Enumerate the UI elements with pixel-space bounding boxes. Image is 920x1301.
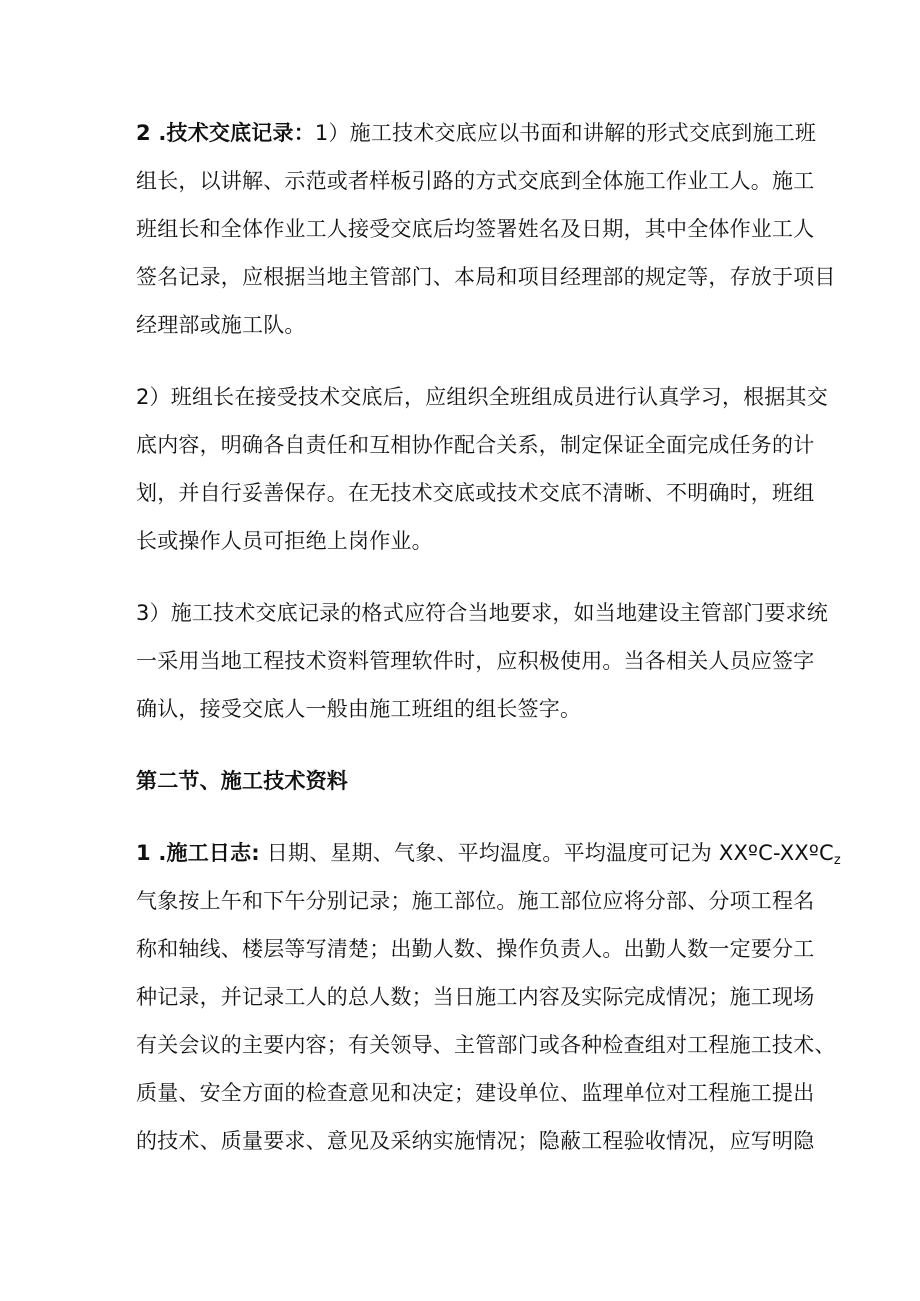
para4-line-6: 质量、安全方面的检查意见和决定；建设单位、监理单位对工程施工提出 xyxy=(136,1081,815,1105)
para4-line-2: 气象按上午和下午分别记录；施工部位。施工部位应将分部、分项工程名 xyxy=(136,889,815,913)
para2-line-1: 2）班组长在接受技术交底后，应组织全班组成员进行认真学习，根据其交 xyxy=(136,385,828,409)
para4-line-7: 的技术、质量要求、意见及采纳实施情况；隐蔽工程验收情况，应写明隐 xyxy=(136,1129,815,1153)
para4-heading: 1 .施工日志: xyxy=(136,841,260,865)
para4-line-5: 有关会议的主要内容；有关领导、主管部门或各种检查组对工程施工技术、 xyxy=(136,1033,836,1057)
para1-line-4: 签名记录，应根据当地主管部门、本局和项目经理部的规定等，存放于项目 xyxy=(136,265,836,289)
para4-line-3: 称和轴线、楼层等写清楚；出勤人数、操作负责人。出勤人数一定要分工 xyxy=(136,937,815,961)
para4-line-1 xyxy=(136,838,841,868)
para3-line-1: 3）施工技术交底记录的格式应符合当地要求，如当地建设主管部门要求统 xyxy=(136,601,828,625)
para1-line-2: 组长，以讲解、示范或者样板引路的方式交底到全体施工作业工人。施工 xyxy=(136,169,815,193)
para2-line-4: 长或操作人员可拒绝上岗作业。 xyxy=(136,529,433,553)
para1-line-1-text: 1）施工技术交底应以书面和讲解的形式交底到施工班 xyxy=(314,121,817,145)
para4-subscript: z xyxy=(833,853,841,868)
para3-line-3: 确认，接受交底人一般由施工班组的组长签字。 xyxy=(136,697,582,721)
para1-heading: 2 .技术交底记录： xyxy=(136,121,315,145)
para1-line-1 xyxy=(136,118,817,148)
para1-line-3: 班组长和全体作业工人接受交底后均签署姓名及日期，其中全体作业工人 xyxy=(136,217,815,241)
para1-line-5: 经理部或施工队。 xyxy=(136,313,306,337)
section-title: 第二节、施工技术资料 xyxy=(136,769,348,793)
para2-line-3: 划，并自行妥善保存。在无技术交底或技术交底不清晰、不明确时，班组 xyxy=(136,481,815,505)
para4-line-4: 种记录，并记录工人的总人数；当日施工内容及实际完成情况；施工现场 xyxy=(136,985,815,1009)
para2-line-2: 底内容，明确各自责任和互相协作配合关系，制定保证全面完成任务的计 xyxy=(136,433,815,457)
para4-line-1-text: 日期、星期、气象、平均温度。平均温度可记为 XXºC-XXºC xyxy=(266,841,834,865)
para3-line-2: 一采用当地工程技术资料管理软件时，应积极使用。当各相关人员应签字 xyxy=(136,649,815,673)
